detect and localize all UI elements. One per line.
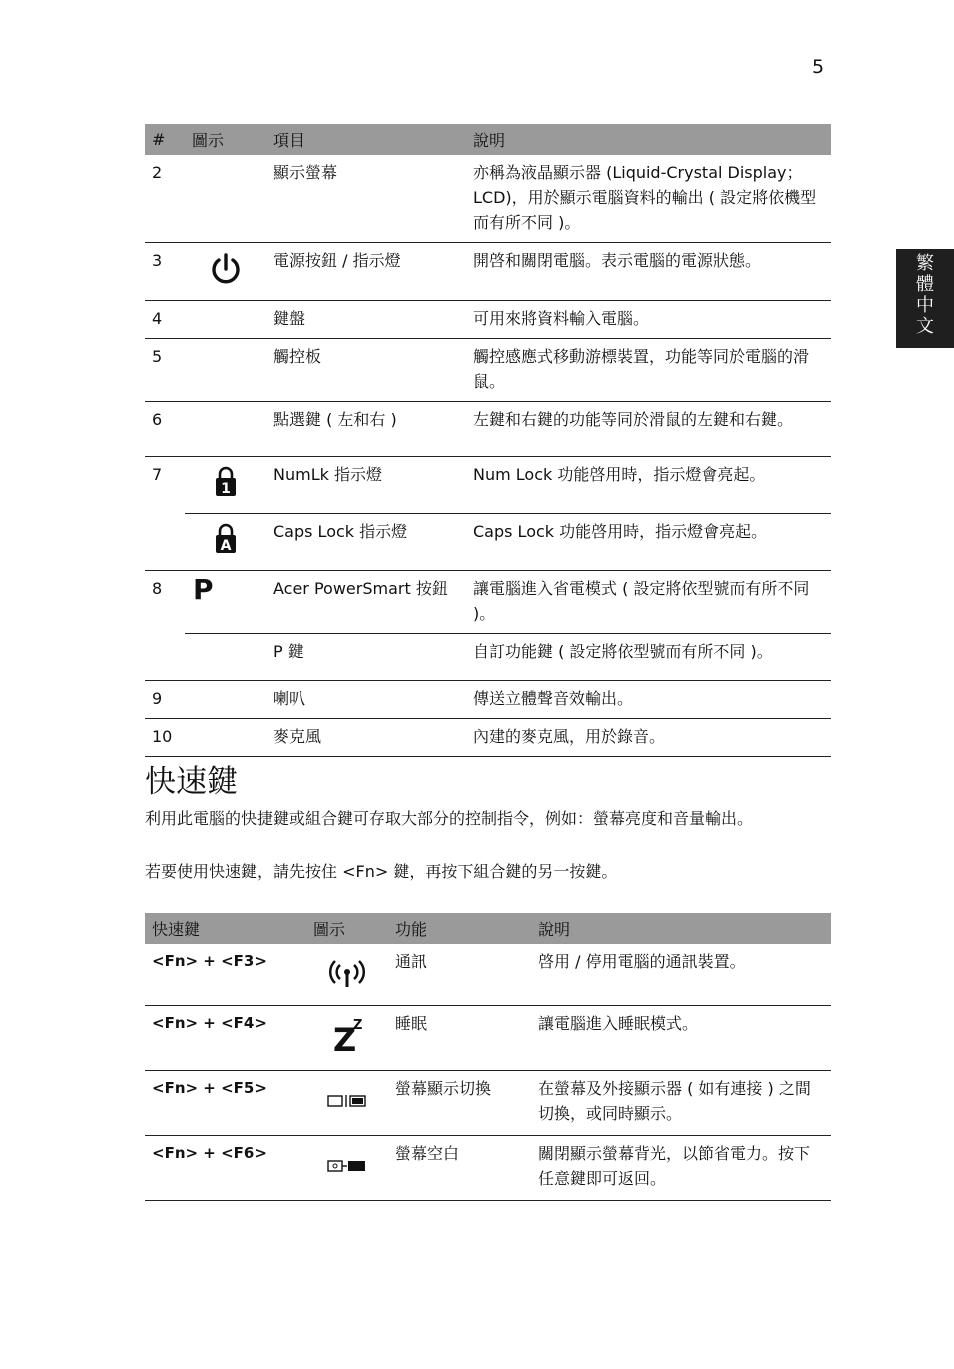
language-tab-char: 文 — [916, 316, 934, 337]
table-row — [145, 301, 831, 339]
row-num — [145, 514, 185, 571]
display-toggle-icon — [327, 1094, 367, 1108]
sleep-icon — [329, 1015, 365, 1055]
instruction-paragraph: 若要使用快速鍵，請先按住 <Fn> 鍵，再按下組合鍵的另一按鍵。 — [145, 862, 618, 881]
row-num: 4 — [145, 301, 185, 339]
row-item: 觸控板 — [266, 339, 466, 402]
row-icon — [185, 243, 266, 301]
row-icon — [185, 634, 266, 681]
table-row — [145, 1136, 831, 1201]
screen-blank-icon — [327, 1159, 367, 1173]
row-item: 點選鍵 ( 左和右 ) — [266, 402, 466, 457]
row-desc: 啓用 / 停用電腦的通訊裝置。 — [531, 944, 831, 1006]
language-tab-char: 中 — [916, 295, 934, 316]
row-hotkey: <Fn> + <F6> — [145, 1136, 306, 1201]
row-num: 2 — [145, 155, 185, 243]
table-row — [145, 514, 831, 571]
header-desc: 說明 — [466, 124, 831, 155]
row-item: 喇叭 — [266, 681, 466, 719]
row-item: Caps Lock 指示燈 — [266, 514, 466, 571]
row-item: 電源按鈕 / 指示燈 — [266, 243, 466, 301]
svg-text:Z: Z — [333, 1021, 357, 1055]
language-tab — [896, 249, 954, 348]
row-icon — [185, 155, 266, 243]
row-icon — [185, 719, 266, 757]
numlock-icon — [214, 466, 238, 498]
row-hotkey: <Fn> + <F3> — [145, 944, 306, 1006]
table-row — [145, 155, 831, 243]
intro-paragraph: 利用此電腦的快捷鍵或組合鍵可存取大部分的控制指令，例如：螢幕亮度和音量輸出。 — [145, 809, 754, 828]
row-desc: 開啓和關閉電腦。表示電腦的電源狀態。 — [466, 243, 831, 301]
svg-text:Z: Z — [353, 1018, 363, 1033]
row-function: 睡眠 — [388, 1006, 531, 1071]
section-title: 快速鍵 — [145, 764, 238, 800]
capslock-icon — [214, 523, 238, 555]
row-icon — [306, 944, 388, 1006]
row-function: 螢幕空白 — [388, 1136, 531, 1201]
header-function: 功能 — [388, 913, 531, 944]
row-item: P 鍵 — [266, 634, 466, 681]
row-function: 螢幕顯示切換 — [388, 1071, 531, 1136]
table-row — [145, 681, 831, 719]
header-num: # — [145, 124, 185, 155]
table-row — [145, 457, 831, 514]
row-num — [145, 634, 185, 681]
row-icon — [185, 339, 266, 402]
powersmart-icon: P — [193, 573, 214, 606]
language-tab-char: 體 — [916, 274, 934, 295]
table-row — [145, 571, 831, 634]
row-icon — [185, 681, 266, 719]
row-num: 9 — [145, 681, 185, 719]
row-desc: 左鍵和右鍵的功能等同於滑鼠的左鍵和右鍵。 — [466, 402, 831, 457]
row-desc: 在螢幕及外接顯示器 ( 如有連接 ) 之間切換，或同時顯示。 — [531, 1071, 831, 1136]
row-num: 7 — [152, 465, 163, 484]
row-desc: 觸控感應式移動游標裝置，功能等同於電腦的滑鼠。 — [466, 339, 831, 402]
svg-text:1: 1 — [220, 481, 231, 497]
page-number: 5 — [812, 56, 825, 78]
row-desc: Num Lock 功能啓用時，指示燈會亮起。 — [466, 457, 831, 514]
row-num: 6 — [145, 402, 185, 457]
row-hotkey: <Fn> + <F5> — [145, 1071, 306, 1136]
row-icon — [185, 301, 266, 339]
power-icon — [209, 252, 243, 286]
table-row — [145, 719, 831, 757]
table-row — [145, 944, 831, 1006]
row-desc: 讓電腦進入省電模式 ( 設定將依型號而有所不同 )。 — [466, 571, 831, 634]
row-hotkey: <Fn> + <F4> — [145, 1006, 306, 1071]
row-icon — [306, 1006, 388, 1071]
header-icon: 圖示 — [185, 124, 266, 155]
row-icon — [306, 1071, 388, 1136]
row-desc: 可用來將資料輸入電腦。 — [466, 301, 831, 339]
row-num: 5 — [145, 339, 185, 402]
row-desc: 傳送立體聲音效輸出。 — [466, 681, 831, 719]
table-row — [145, 1006, 831, 1071]
components-table — [145, 124, 831, 757]
table-row — [145, 339, 831, 402]
row-item: Acer PowerSmart 按鈕 — [266, 571, 466, 634]
table-header-row — [145, 913, 831, 944]
row-desc: 內建的麥克風，用於錄音。 — [466, 719, 831, 757]
language-tab-char: 繁 — [916, 253, 934, 274]
table-row — [145, 1071, 831, 1136]
row-desc: 讓電腦進入睡眠模式。 — [531, 1006, 831, 1071]
row-icon — [185, 402, 266, 457]
wireless-icon — [327, 957, 367, 991]
header-icon: 圖示 — [306, 913, 388, 944]
header-hotkey: 快速鍵 — [145, 913, 306, 944]
row-num: 3 — [145, 243, 185, 301]
row-num: 10 — [145, 719, 185, 757]
row-desc: 亦稱為液晶顯示器 (Liquid-Crystal Display；LCD)，用於顯示電腦資料的輸出 ( 設定將依機型而有所不同 )。 — [466, 155, 831, 243]
table-row — [145, 402, 831, 457]
row-icon — [185, 571, 266, 634]
row-item: 麥克風 — [266, 719, 466, 757]
table-header-row — [145, 124, 831, 155]
header-desc: 說明 — [531, 913, 831, 944]
row-item: 鍵盤 — [266, 301, 466, 339]
row-icon — [306, 1136, 388, 1201]
hotkeys-table — [145, 913, 831, 1201]
header-item: 項目 — [266, 124, 466, 155]
row-icon — [185, 457, 266, 514]
row-function: 通訊 — [388, 944, 531, 1006]
table-row — [145, 243, 831, 301]
table-row — [145, 634, 831, 681]
svg-text:A: A — [220, 538, 231, 554]
row-item: 顯示螢幕 — [266, 155, 466, 243]
row-desc: 自訂功能鍵 ( 設定將依型號而有所不同 )。 — [466, 634, 831, 681]
row-desc: 關閉顯示螢幕背光，以節省電力。按下任意鍵即可返回。 — [531, 1136, 831, 1201]
row-num: 8 — [152, 579, 163, 598]
row-item: NumLk 指示燈 — [266, 457, 466, 514]
row-icon — [185, 514, 266, 571]
row-desc: Caps Lock 功能啓用時，指示燈會亮起。 — [466, 514, 831, 571]
